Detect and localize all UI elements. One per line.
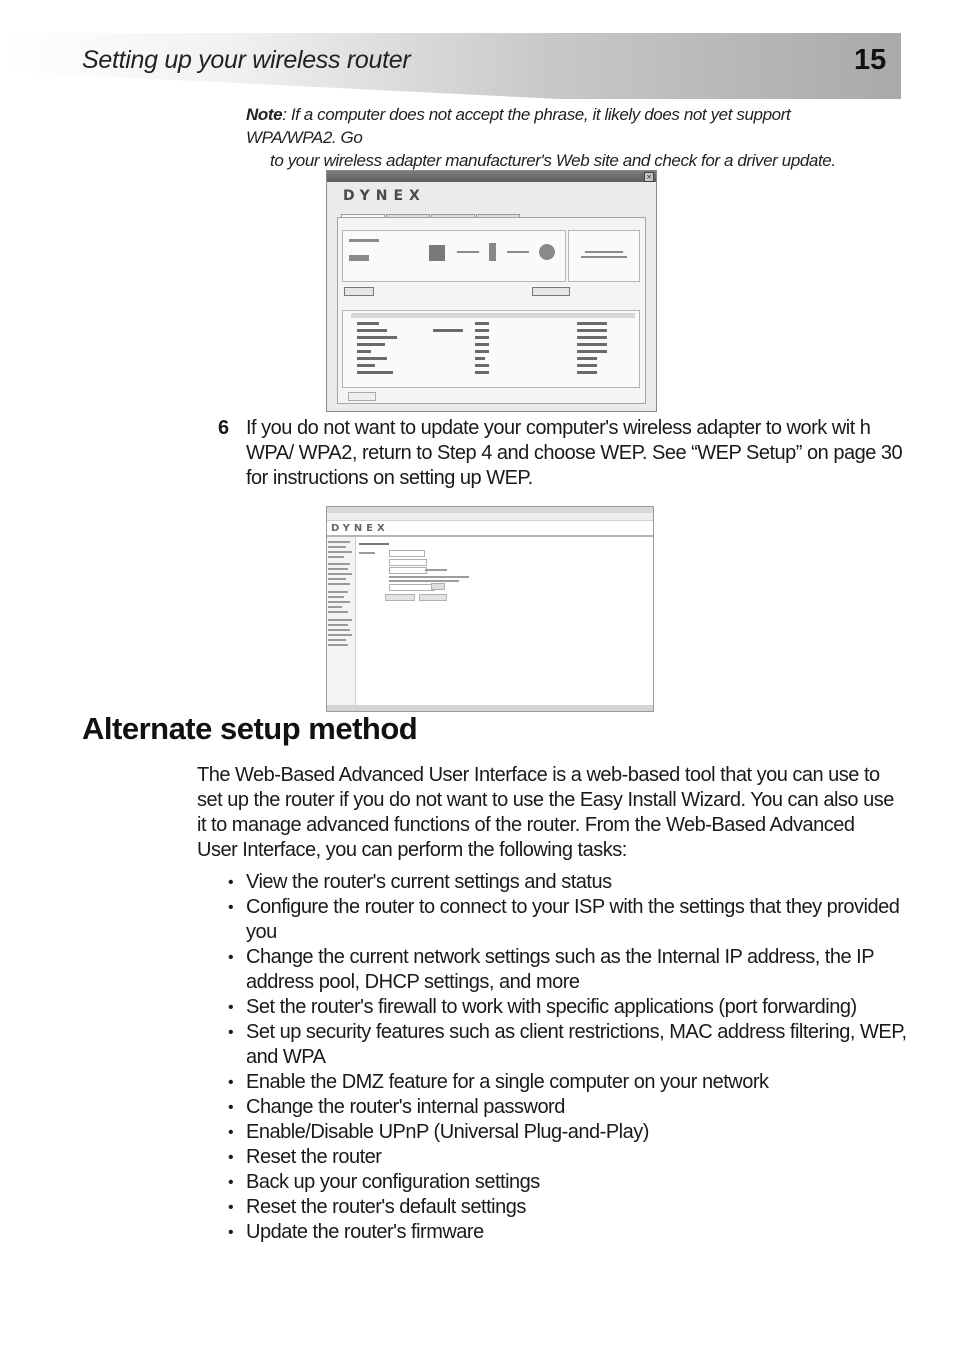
- computer-icon: [429, 245, 445, 261]
- disconnect-button: [344, 287, 374, 296]
- network-status-box: [342, 230, 566, 282]
- dynex-logo-small: DYNEX: [331, 523, 389, 534]
- list-item: • Reset the router: [228, 1145, 908, 1170]
- wireless-utility-screenshot: [326, 170, 657, 412]
- router-sidebar: [327, 537, 356, 705]
- list-item: • Update the router's firmware: [228, 1220, 908, 1245]
- list-item: • Set up security features such as client restrictions, MAC address filtering, WEP, and WPA: [228, 1020, 908, 1070]
- signal-strength-icon: [349, 255, 369, 261]
- clear-changes-button: [385, 594, 415, 601]
- browser-address-bar: [327, 513, 653, 521]
- running-header-title: Setting up your wireless router: [82, 46, 411, 74]
- task-list: [228, 870, 908, 1245]
- apply-changes-button: [419, 594, 447, 601]
- network-name-bar: [349, 239, 379, 242]
- page-number: 15: [854, 44, 887, 76]
- intro-paragraph: The Web-Based Advanced User Interface is a web-based tool that you can use to set up the router if you do not want to use the Easy Install Wizard. You can also use it to manage advanced functions of the router. From the Web-Based Advanced User Interface, you can perform the following tasks:: [197, 764, 894, 861]
- list-item: • Change the router's internal password: [228, 1095, 908, 1120]
- network-row: [351, 321, 635, 326]
- note-block: [246, 103, 876, 172]
- list-item: • Back up your configuration settings: [228, 1170, 908, 1195]
- network-row: [351, 370, 635, 375]
- page-top-rule: [327, 535, 653, 537]
- security-field-2: [389, 567, 427, 574]
- network-row: [351, 349, 635, 354]
- step-number: 6: [218, 417, 230, 439]
- network-row: [351, 342, 635, 347]
- refresh-status-button: [532, 287, 570, 296]
- info-text-line: [581, 256, 627, 258]
- network-row: [351, 356, 635, 361]
- close-icon: ×: [644, 172, 654, 182]
- info-text-line: [585, 251, 623, 253]
- networks-header-row: [351, 313, 635, 318]
- security-mode-select: [389, 550, 425, 557]
- utility-tabs: [341, 208, 521, 216]
- router-icon: [489, 243, 496, 261]
- list-item: • Enable the DMZ feature for a single computer on your network: [228, 1070, 908, 1095]
- generate-button: [431, 583, 445, 590]
- status-panel: [337, 217, 646, 404]
- list-item: • Change the current network settings such as the Internal IP address, the IP address pool, DHCP settings, and more: [228, 945, 908, 995]
- list-item: • Configure the router to connect to your ISP with the settings that they provided you: [228, 895, 908, 945]
- security-field: [389, 559, 427, 566]
- list-item: • Reset the router's default settings: [228, 1195, 908, 1220]
- network-row: [351, 335, 635, 340]
- note-line-1: : If a computer does not accept the phrase, it likely does not yet support WPA/WPA2. Go: [246, 105, 791, 147]
- internet-globe-icon: [539, 244, 555, 260]
- note-line-2: to your wireless adapter manufacturer's Web site and check for a driver update.: [270, 151, 836, 170]
- list-item: • Set the router's firewall to work with specific applications (port forwarding): [228, 995, 908, 1020]
- note-label: Note: [246, 105, 283, 124]
- info-box: [568, 230, 640, 282]
- step-text: If you do not want to update your computer's wireless adapter to work wit h WPA/ WPA2, return to Step 4 and choose WEP. See “WEP Setup” on page 30 for instructions on setting up WEP.: [246, 417, 903, 489]
- available-networks-list: [342, 310, 640, 388]
- network-row: [351, 363, 635, 368]
- passphrase-field: [389, 584, 435, 591]
- section-heading: Alternate setup method: [82, 711, 418, 746]
- utility-title-bar: [327, 171, 656, 182]
- list-item: • View the router's current settings and status: [228, 870, 908, 895]
- link-ok-icon-2: [507, 251, 529, 253]
- dynex-logo: DYNEX: [343, 188, 426, 204]
- link-ok-icon: [457, 251, 479, 253]
- list-item: • Enable/Disable UPnP (Universal Plug-and-Play): [228, 1120, 908, 1145]
- connect-button: [348, 392, 376, 401]
- browser-security-screenshot: [326, 506, 654, 712]
- network-row: [351, 328, 635, 333]
